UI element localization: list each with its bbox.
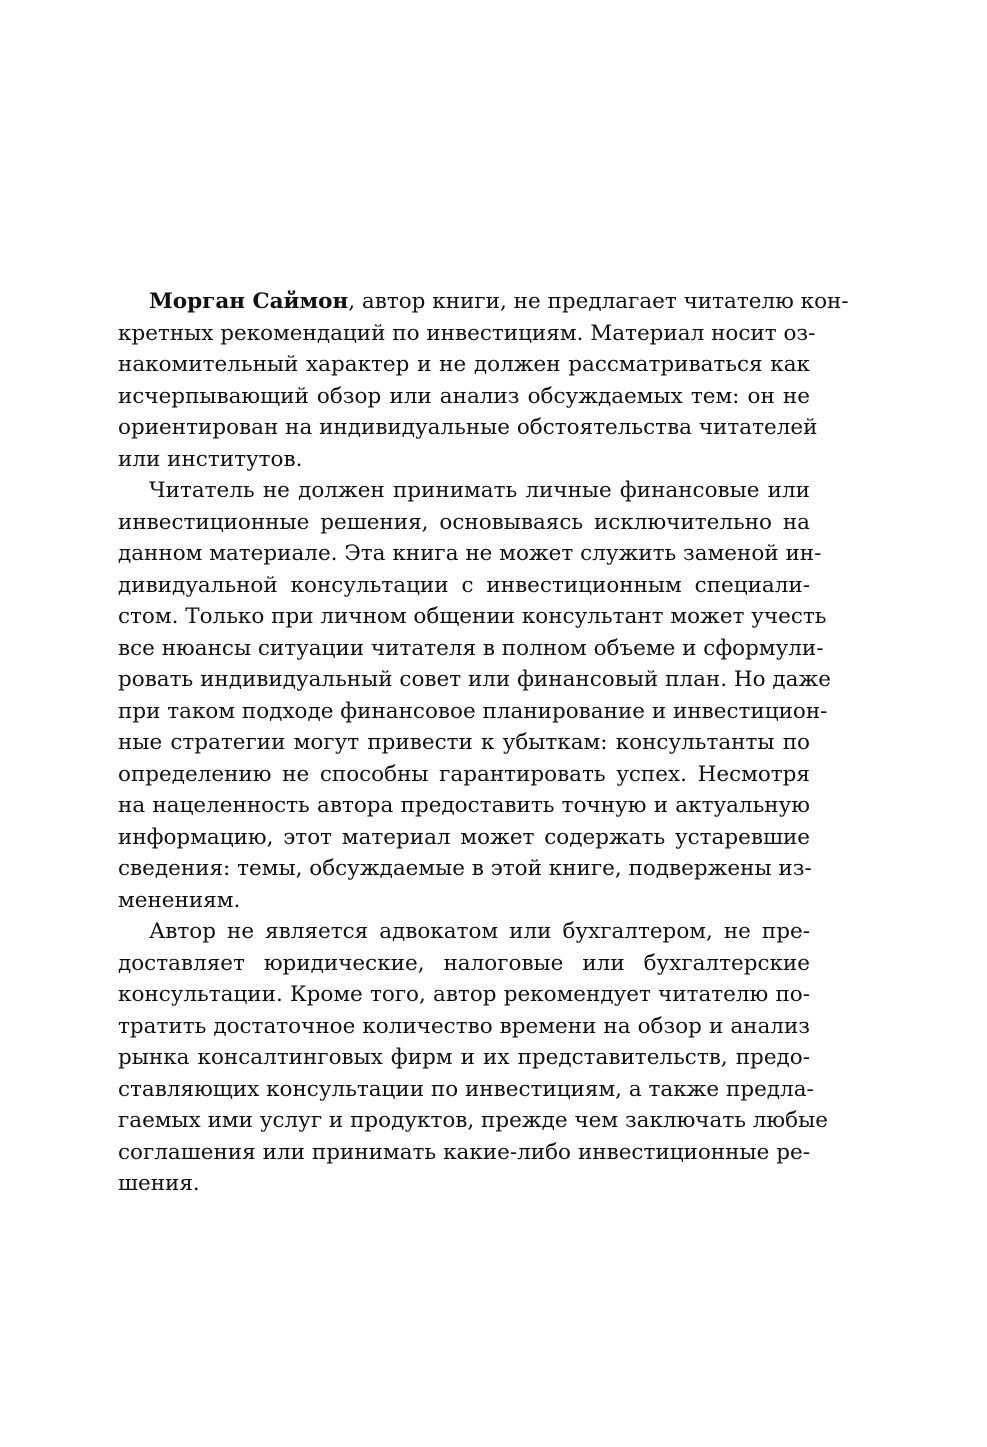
author-name: Морган Саймон [149, 289, 349, 314]
paragraph-2-line-10: определению не способны гарантировать успех. Несмотря [118, 761, 810, 787]
paragraph-3-line-1: Автор не является адвокатом или бухгалтером, не пре- [149, 919, 810, 944]
paragraph-2-line-6: все нюансы ситуации читателя в полном объеме и сформули- [118, 635, 824, 661]
paragraph-3-line-9: шения. [118, 1171, 200, 1196]
paragraph-2-line-7: ровать индивидуальный совет или финансовый план. Но даже [118, 667, 831, 692]
paragraph-3-line-3: консультации. Кроме того, автор рекомендует читателю по- [118, 982, 810, 1007]
paragraph-1-line-1: Морган Саймон, автор книги, не предлагает читателю кон- [149, 289, 849, 314]
paragraph-3-line-4: тратить достаточное количество времени на обзор и анализ [118, 1013, 810, 1039]
paragraph-3-line-8: соглашения или принимать какие-либо инвестиционные ре- [118, 1139, 810, 1165]
paragraph-3-line-5: рынка консалтинговых фирм и их представительств, предо- [118, 1045, 810, 1070]
paragraph-1-line-4: исчерпывающий обзор или анализ обсуждаемых тем: он не [118, 383, 810, 409]
paragraph-2-line-13: сведения: темы, обсуждаемые в этой книге, подвержены из- [118, 856, 812, 881]
paragraph-1-line-2: кретных рекомендаций по инвестициям. Материал носит оз- [118, 320, 816, 346]
paragraph-2-line-9: ные стратегии могут привести к убыткам: консультанты по [118, 730, 810, 755]
paragraph-2-line-11: на нацеленность автора предоставить точную и актуальную [118, 793, 810, 818]
paragraph-2-line-4: дивидуальной консультации с инвестиционным специали- [118, 572, 810, 598]
paragraph-2-line-12: информацию, этот материал может содержать устаревшие [118, 824, 810, 850]
paragraph-3-line-6: ставляющих консультации по инвестициям, а также предла- [118, 1076, 814, 1102]
paragraph-2-line-5: стом. Только при личном общении консультант может учесть [118, 604, 827, 629]
paragraph-2-line-3: данном материале. Эта книга не может служить заменой ин- [118, 541, 822, 566]
paragraph-3-line-2: доставляет юридические, налоговые или бухгалтерские [118, 950, 810, 976]
paragraph-2-line-14: менениям. [118, 887, 241, 913]
disclaimer-text [118, 286, 849, 1200]
paragraph-2-line-1: Читатель не должен принимать личные финансовые или [149, 478, 810, 503]
paragraph-2-line-2: инвестиционные решения, основываясь исключительно на [118, 509, 810, 535]
paragraph-1-line-5: ориентирован на индивидуальные обстоятельства читателей [118, 415, 818, 440]
paragraph-3-line-7: гаемых ими услуг и продуктов, прежде чем заключать любые [118, 1108, 828, 1133]
paragraph-1-line-6: или институтов. [118, 446, 303, 472]
paragraph-2-line-8: при таком подходе финансовое планирование и инвестицион- [118, 698, 828, 724]
paragraph-1-line-3: накомительный характер и не должен рассматриваться как [118, 352, 810, 377]
